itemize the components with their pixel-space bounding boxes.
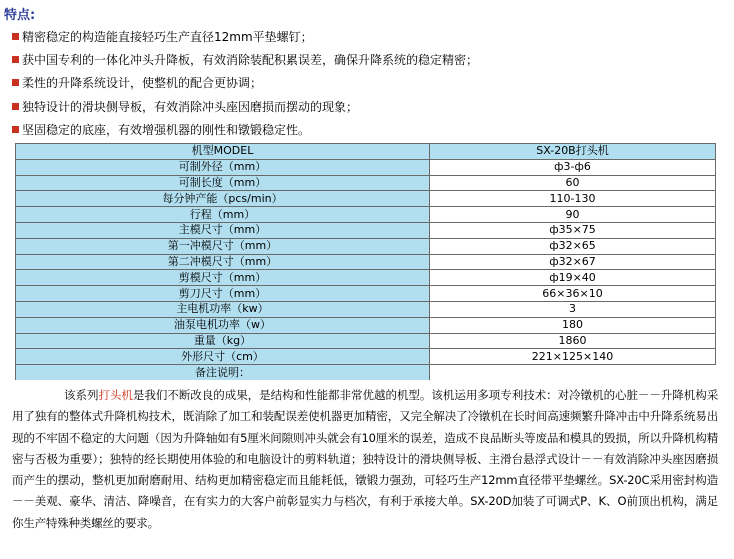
model-label: 机型MODEL — [16, 144, 430, 160]
spec-value: ф19×40 — [430, 270, 716, 286]
square-bullet-icon — [12, 103, 19, 110]
feature-item — [12, 25, 722, 48]
note-blank — [430, 365, 716, 380]
table-row — [16, 317, 716, 333]
spec-label: 外形尺寸（cm） — [16, 349, 430, 365]
spec-value: 90 — [430, 207, 716, 223]
spec-label: 每分钟产能（pcs/min） — [16, 191, 430, 207]
description-body: 是我们不断改良的成果，是结构和性能都非常优越的机型。该机运用多项专利技术：对冷镦机的心脏－－升降机构采用了独有的整体式升降机构技术，既消除了加工和装配误差使机器更加精密，又完全解决了冷镦机在长时间高速频繁升降冲击中升降系统易出现的不牢固不稳定的大问题（因为升降轴如有5厘米间隙则冲头就会有10厘米的误差，造成不良品断头等废品和模具的毁损，所以升降机构精密与否极为重要）；独特的经长期使用体验的和电脑设计的剪料轨道；独特设计的滑块侧导板、主滑台悬浮式设计－－有效消除冲头座因磨损而产生的摆动，整机更加耐磨耐用、结构更加精密稳定而且能耗低，镦锻力强劲，可轻巧生产12mm直径带平垫螺丝。SX-20C采用密封构造－－美观、豪华、清洁、降噪音，在有实力的大客户前彰显实力与档次，有利于承接大单。SX-20D加装了可调式P、K、O前顶出机构，满足你生产特殊种类螺丝的要求。 — [12, 388, 719, 530]
spec-value: ф3-ф6 — [430, 159, 716, 175]
description-intro: 该系列 — [64, 388, 99, 402]
note-label: 备注说明： — [16, 365, 430, 380]
square-bullet-icon — [12, 126, 19, 133]
feature-text: 独特设计的滑块侧导板，有效消除冲头座因磨损而摆动的现象； — [22, 99, 359, 114]
spec-header-row — [16, 144, 716, 160]
spec-value: 110-130 — [430, 191, 716, 207]
table-row — [16, 238, 716, 254]
table-row — [16, 222, 716, 238]
spec-label: 第一冲模尺寸（mm） — [16, 238, 430, 254]
table-row — [16, 349, 716, 365]
spec-value: ф32×65 — [430, 238, 716, 254]
spec-label: 第二冲模尺寸（mm） — [16, 254, 430, 270]
spec-value: 221×125×140 — [430, 349, 716, 365]
spec-table — [15, 143, 716, 380]
feature-text: 获中国专利的一体化冲头升降板，有效消除装配积累误差，确保升降系统的稳定精密； — [22, 53, 479, 68]
table-row — [16, 191, 716, 207]
feature-text: 柔性的升降系统设计，使整机的配合更协调； — [22, 76, 263, 91]
feature-list — [12, 25, 722, 141]
spec-label: 可制长度（mm） — [16, 175, 430, 191]
spec-label: 可制外径（mm） — [16, 159, 430, 175]
spec-value: 60 — [430, 175, 716, 191]
table-row — [16, 286, 716, 302]
spec-label: 剪刀尺寸（mm） — [16, 286, 430, 302]
table-row — [16, 207, 716, 223]
table-row — [16, 333, 716, 349]
square-bullet-icon — [12, 56, 19, 63]
spec-label: 重量（kg） — [16, 333, 430, 349]
table-row — [16, 159, 716, 175]
spec-label: 主电机功率（kw） — [16, 301, 430, 317]
feature-item — [12, 118, 722, 141]
spec-value: 180 — [430, 317, 716, 333]
spec-label: 行程（mm） — [16, 207, 430, 223]
table-row — [16, 175, 716, 191]
feature-item — [12, 48, 722, 71]
spec-value: 66×36×10 — [430, 286, 716, 302]
spec-label: 剪模尺寸（mm） — [16, 270, 430, 286]
square-bullet-icon — [12, 33, 19, 40]
product-keyword-link[interactable]: 打头机 — [98, 388, 133, 402]
table-row — [16, 270, 716, 286]
table-row — [16, 301, 716, 317]
spec-value: ф32×67 — [430, 254, 716, 270]
spec-value: ф35×75 — [430, 222, 716, 238]
spec-label: 油泵电机功率（w） — [16, 317, 430, 333]
feature-item — [12, 71, 722, 94]
spec-value: 1860 — [430, 333, 716, 349]
spec-label: 主模尺寸（mm） — [16, 222, 430, 238]
feature-text: 坚固稳定的底座，有效增强机器的刚性和镦锻稳定性。 — [22, 122, 311, 137]
square-bullet-icon — [12, 79, 19, 86]
product-description — [12, 385, 718, 534]
feature-item — [12, 95, 722, 118]
spec-note-row — [16, 365, 716, 380]
table-row — [16, 254, 716, 270]
features-heading: 特点: — [4, 8, 36, 23]
spec-value: 3 — [430, 301, 716, 317]
model-value: SX-20B打头机 — [430, 144, 716, 160]
feature-text: 精密稳定的构造能直接轻巧生产直径12mm平垫螺钉； — [22, 30, 313, 45]
